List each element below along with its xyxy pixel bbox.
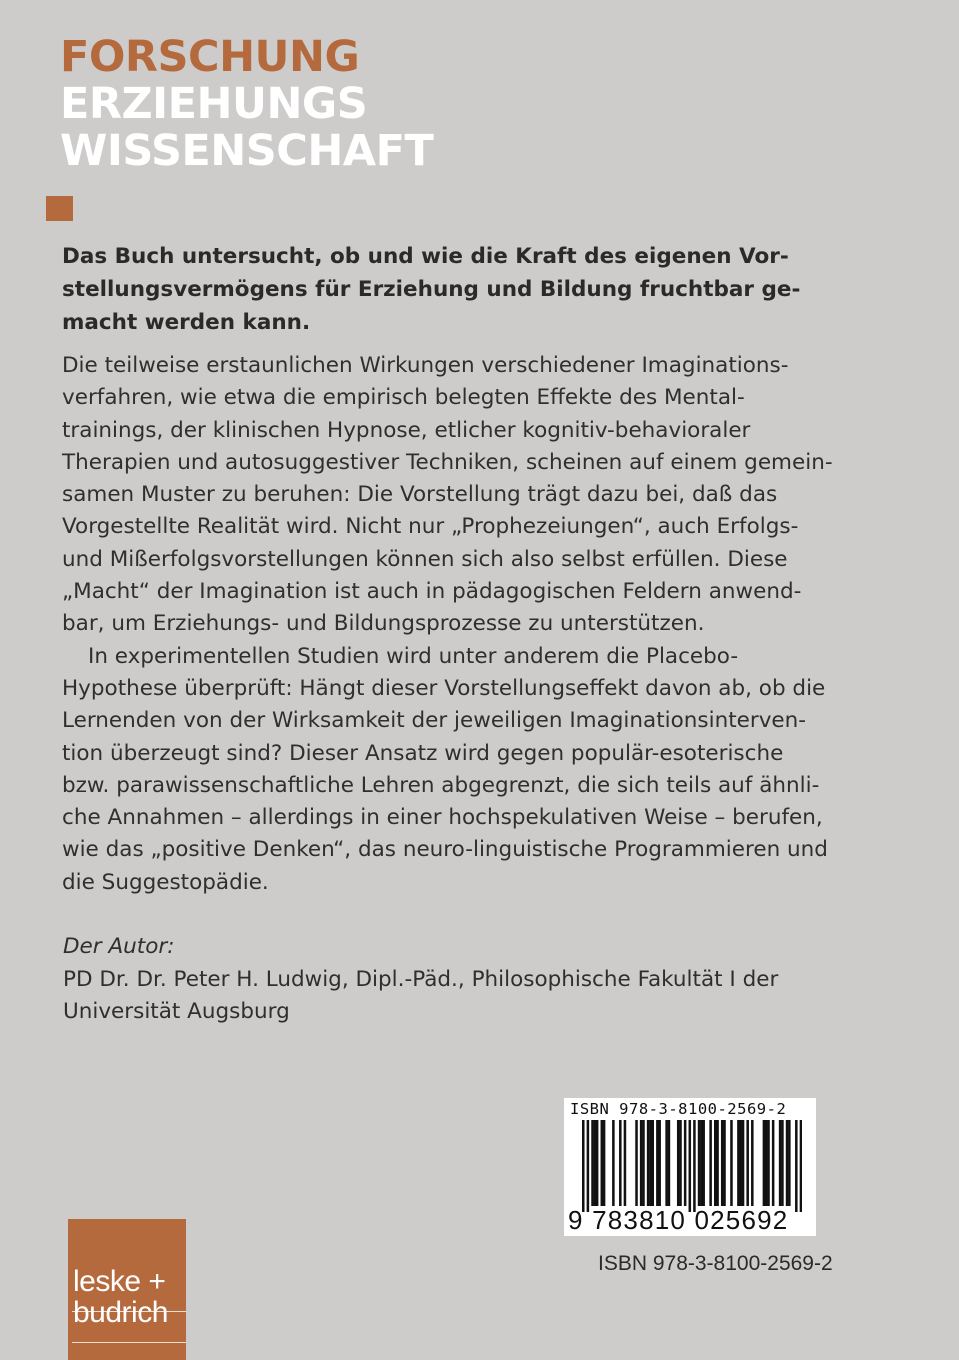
series-title <box>60 34 433 175</box>
barcode-bar <box>767 1120 770 1206</box>
barcode-bar <box>795 1120 798 1212</box>
publisher-line-1: leske + <box>73 1265 166 1298</box>
barcode-bar <box>601 1120 604 1206</box>
barcode-bar <box>603 1120 606 1206</box>
series-title-line-3: WISSENSCHAFT <box>60 126 434 176</box>
barcode-bar <box>716 1120 719 1206</box>
series-title-line-2: ERZIEHUNGS <box>60 79 368 129</box>
barcode-bar <box>742 1120 745 1206</box>
barcode-bar <box>647 1120 650 1206</box>
body-line: Lernenden von der Wirksamkeit der jeweiligen Imaginationsinterven- <box>62 708 807 734</box>
body-line: die Suggestopädie. <box>62 869 269 895</box>
body-line: bzw. parawissenschaftliche Lehren abgegrenzt, die sich teils auf ähnli- <box>62 772 820 798</box>
barcode-bar <box>642 1120 645 1206</box>
barcode-bar <box>624 1120 627 1206</box>
barcode-bar <box>689 1120 692 1212</box>
series-title-line-1: FORSCHUNG <box>60 32 360 82</box>
body-line: Die teilweise erstaunlichen Wirkungen verschiedener Imaginations- <box>62 353 789 378</box>
lead-line: macht werden kann. <box>62 310 311 335</box>
barcode-bar <box>730 1120 733 1206</box>
lead-paragraph <box>62 240 842 339</box>
barcode-bar <box>668 1120 671 1206</box>
barcode-bar <box>679 1120 682 1206</box>
barcode-bar <box>698 1120 701 1206</box>
barcode-bar <box>596 1120 599 1206</box>
lead-line: Das Buch untersucht, ob und wie die Kraft des eigenen Vor- <box>62 244 789 269</box>
barcode-bar <box>772 1120 775 1206</box>
barcode-bar <box>587 1120 590 1212</box>
barcode-bar <box>739 1120 742 1206</box>
barcode-bar <box>612 1120 615 1206</box>
body-line: trainings, der klinischen Hypnose, etlicher kognitiv-behavioraler <box>62 417 751 443</box>
author-line: PD Dr. Dr. Peter H. Ludwig, Dipl.-Päd., Philosophische Fakultät I der <box>63 966 779 992</box>
barcode-bar <box>765 1120 768 1206</box>
barcode-digits: 9 783810 025692 <box>568 1205 789 1235</box>
barcode-bar <box>649 1120 652 1206</box>
body-line: In experimentellen Studien wird unter anderem die Placebo- <box>88 643 739 669</box>
barcode-isbn-text: ISBN 978-3-8100-2569-2 <box>570 1100 787 1118</box>
body-line: tion überzeugt sind? Dieser Ansatz wird gegen populär-esoterische <box>62 740 784 766</box>
barcode-bar <box>594 1120 597 1206</box>
body-line: samen Muster zu beruhen: Die Vorstellung trägt dazu bei, daß das <box>62 482 778 508</box>
author-info <box>63 931 863 1029</box>
lead-line: stellungsvermögens für Erziehung und Bildung fruchtbar ge- <box>62 277 801 302</box>
barcode-bar <box>737 1120 740 1206</box>
barcode-bar <box>640 1120 643 1206</box>
isbn-label: ISBN 978-3-8100-2569-2 <box>598 1252 833 1275</box>
barcode-bar <box>582 1120 585 1212</box>
body-line: Hypothese überprüft: Hängt dieser Vorstellungseffekt davon ab, ob die <box>62 675 826 701</box>
barcode-bar <box>800 1120 802 1212</box>
author-line: Universität Augsburg <box>63 999 290 1024</box>
body-line: und Mißerfolgsvorstellungen können sich also selbst erfüllen. Diese <box>62 546 788 572</box>
barcode-bar <box>658 1120 661 1206</box>
body-line: Therapien und autosuggestiver Techniken, scheinen auf einem gemein- <box>62 449 833 475</box>
body-line: che Annahmen – allerdings in einer hochspekulativen Weise – berufen, <box>62 805 823 831</box>
blurb-text <box>62 350 852 899</box>
body-line: bar, um Erziehungs- und Bildungsprozesse zu unterstützen. <box>62 611 705 637</box>
barcode-bar <box>635 1120 638 1206</box>
accent-square <box>46 196 73 221</box>
barcode-bar <box>700 1120 703 1206</box>
barcode-bar <box>684 1120 687 1206</box>
barcode-bar <box>746 1120 749 1206</box>
author-label: Der Autor: <box>63 934 175 959</box>
barcode-bar <box>619 1120 622 1206</box>
barcode-bar <box>665 1120 668 1206</box>
barcode-bar <box>751 1120 754 1206</box>
barcode-bar <box>591 1120 594 1206</box>
barcode-bar <box>786 1120 789 1206</box>
barcode-bar <box>702 1120 705 1206</box>
barcode-bar <box>788 1120 791 1206</box>
barcode-bar <box>763 1120 766 1206</box>
body-line: Vorgestellte Realität wird. Nicht nur „Prophezeiungen“, auch Erfolgs- <box>62 514 799 540</box>
barcode-bar <box>656 1120 659 1206</box>
barcode-bar <box>779 1120 782 1206</box>
body-line: „Macht“ der Imagination ist auch in pädagogischen Feldern anwend- <box>62 579 802 605</box>
body-line: wie das „positive Denken“, das neuro-linguistische Programmieren und <box>62 837 828 863</box>
barcode-bar <box>677 1120 680 1206</box>
publisher-line-2: budrich <box>73 1296 168 1329</box>
body-line: verfahren, wie etwa die empirisch belegten Effekte des Mental- <box>62 385 745 411</box>
barcode-bar <box>721 1120 724 1206</box>
barcode-bar <box>651 1120 654 1206</box>
barcode-bar <box>781 1120 784 1206</box>
barcode-bar <box>714 1120 717 1206</box>
barcode-bar <box>709 1120 712 1206</box>
barcode-bars <box>582 1120 802 1212</box>
barcode <box>564 1098 816 1236</box>
barcode-bar <box>723 1120 726 1206</box>
barcode-bar <box>693 1120 696 1212</box>
logo-rule <box>72 1342 186 1343</box>
